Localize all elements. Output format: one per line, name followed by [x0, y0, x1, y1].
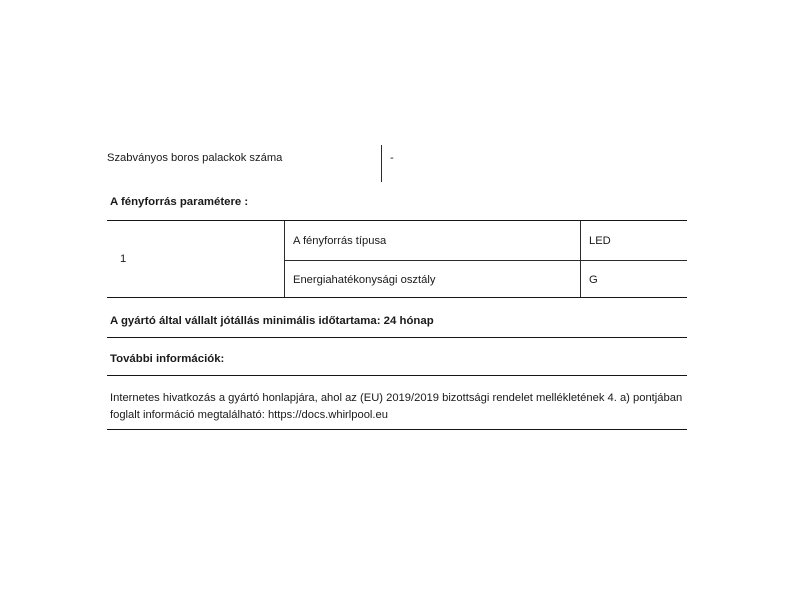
- table-column-separator-1: [284, 221, 285, 297]
- energy-efficiency-class-value: G: [589, 273, 598, 286]
- more-information-heading: További információk:: [110, 353, 225, 365]
- standard-wine-bottles-value: -: [390, 152, 394, 164]
- light-source-section-heading: A fényforrás paramétere :: [110, 196, 249, 208]
- standard-wine-bottles-row: [107, 145, 687, 183]
- energy-efficiency-class-label: Energiahatékonysági osztály: [293, 273, 436, 286]
- light-source-table: [107, 220, 687, 298]
- warranty-duration-text: A gyártó által vállalt jótállás minimális időtartama: 24 hónap: [110, 315, 434, 327]
- light-source-type-label: A fényforrás típusa: [293, 234, 387, 247]
- standard-wine-bottles-label: Szabványos boros palackok száma: [107, 152, 283, 164]
- divider-rule-bottom: [107, 429, 687, 430]
- table-column-separator-2: [580, 221, 581, 297]
- light-source-index: 1: [120, 253, 127, 265]
- divider-rule-after-warranty: [107, 337, 687, 338]
- row-column-divider: [381, 145, 382, 182]
- divider-rule-after-more-information: [107, 375, 687, 376]
- light-source-type-value: LED: [589, 234, 611, 247]
- more-information-body: Internetes hivatkozás a gyártó honlapjára, ahol az (EU) 2019/2019 bizottsági rendelet mellékletének 4. a) pontjában foglalt információ megtalálható: https://docs.whirlpool.eu: [110, 392, 683, 421]
